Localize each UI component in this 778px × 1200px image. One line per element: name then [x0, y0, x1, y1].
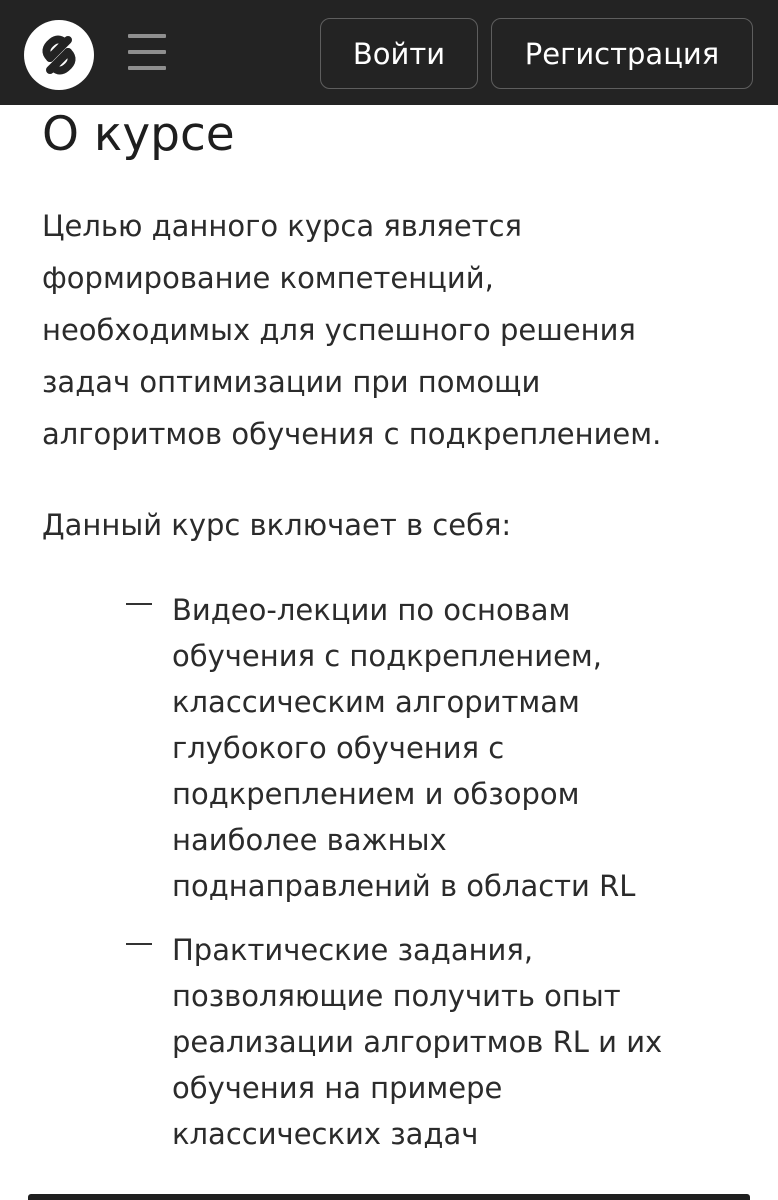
list-item-line: глубокого обучения с [172, 731, 505, 765]
list-item-line: обучения с подкреплением, [172, 639, 603, 673]
list-item-line: классических задач [172, 1117, 479, 1151]
list-item-line: реализации алгоритмов RL и их [172, 1025, 663, 1059]
list-item-line: наиболее важных [172, 823, 447, 857]
site-logo-icon[interactable] [24, 20, 94, 90]
intro-line: необходимых для успешного решения [42, 313, 636, 347]
dash-bullet-icon [126, 943, 152, 945]
includes-label: Данный курс включает в себя: [42, 508, 512, 542]
list-item-line: обучения на примере [172, 1071, 503, 1105]
login-button[interactable]: Войти [320, 18, 478, 89]
menu-bar [128, 34, 166, 38]
list-item-line: поднаправлений в области RL [172, 869, 636, 903]
hamburger-menu-icon[interactable] [124, 30, 170, 76]
page-title: О курсе [42, 107, 235, 162]
menu-bar [128, 50, 166, 54]
logo-s-icon [24, 20, 94, 90]
list-item-line: позволяющие получить опыт [172, 979, 621, 1013]
intro-line: алгоритмов обучения с подкреплением. [42, 417, 662, 451]
bottom-divider [28, 1194, 750, 1200]
dash-bullet-icon [126, 603, 152, 605]
list-item-line: классическим алгоритмам [172, 685, 580, 719]
list-item-line: Практические задания, [172, 933, 534, 967]
register-button[interactable]: Регистрация [491, 18, 753, 89]
intro-line: Целью данного курса является [42, 209, 522, 243]
list-item-line: подкреплением и обзором [172, 777, 580, 811]
intro-line: задач оптимизации при помощи [42, 365, 541, 399]
menu-bar [128, 66, 166, 70]
list-item-line: Видео-лекции по основам [172, 593, 571, 627]
top-navbar [0, 0, 778, 105]
intro-line: формирование компетенций, [42, 261, 494, 295]
